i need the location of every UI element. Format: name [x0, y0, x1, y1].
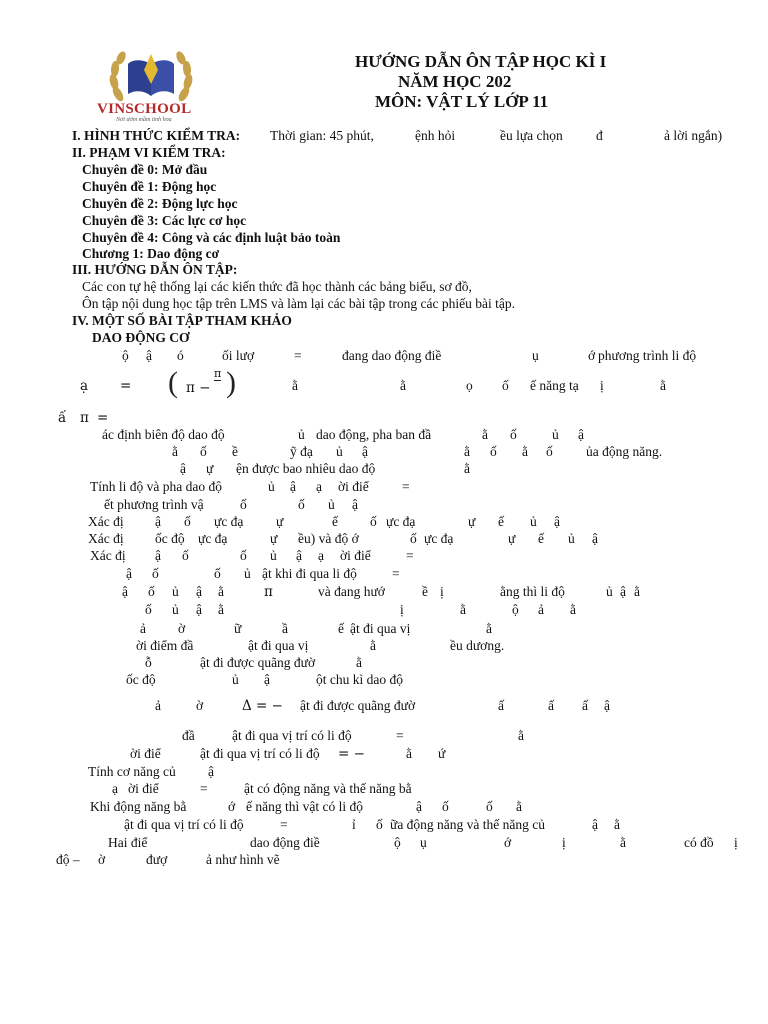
exercise-fragment: ằ — [172, 444, 178, 459]
exercise-fragment: ế — [332, 514, 338, 529]
exercise-fragment: ả — [155, 698, 161, 713]
exercise-fragment: ậ — [290, 479, 296, 494]
exercise-fragment: = — [120, 378, 132, 394]
exam-duration: Thời gian: 45 phút, — [270, 128, 374, 143]
exercise-fragment: ự — [206, 461, 214, 476]
exercise-fragment: ủ — [530, 514, 537, 529]
exercise-fragment: ộ — [394, 835, 401, 850]
exercise-fragment: = — [402, 479, 410, 494]
doc-title-line3: MÔN: VẬT LÝ LỚP 11 — [375, 92, 549, 111]
exercise-fragment: π — [80, 410, 89, 426]
exercise-fragment: = — [280, 817, 288, 832]
exercise-fragment: ời điể — [338, 479, 369, 494]
exercise-fragment: ằng thì li độ — [500, 584, 565, 599]
exercise-fragment: ậ — [592, 531, 598, 546]
text-fragment: ều lựa chọn — [500, 128, 563, 143]
exercise-fragment: ằ — [400, 378, 406, 393]
exercise-fragment: ủ — [172, 584, 179, 599]
exercise-fragment: ủa động năng. — [586, 444, 663, 459]
exercise-fragment: ỗ — [145, 655, 152, 670]
exercise-fragment: ấ — [58, 410, 67, 426]
exercise-fragment: ời điể — [340, 548, 371, 563]
exercise-fragment: ộ — [512, 602, 519, 617]
exercise-fragment: ứ — [438, 746, 446, 761]
exercise-fragment: ện được bao nhiêu dao độ — [236, 461, 376, 476]
guide-line: Ôn tập nội dung học tập trên LMS và làm lại các bài tập trong các phiếu bài tập. — [82, 296, 515, 311]
exercise-fragment: ằ — [660, 378, 666, 393]
text-fragment: ệnh hỏi — [415, 128, 456, 143]
exercise-fragment: ả — [538, 602, 544, 617]
exercise-fragment: ờ — [178, 621, 186, 636]
exercise-fragment: ả — [140, 621, 146, 636]
section2-heading: II. PHẠM VI KIỂM TRA: — [72, 145, 226, 160]
exercise-fragment: ờ — [196, 698, 204, 713]
exercise-fragment: ậ — [196, 602, 202, 617]
exercise-fragment: dao động điề — [250, 835, 320, 850]
exercise-fragment: ủ — [232, 672, 239, 687]
open-book-icon — [128, 54, 174, 96]
exercise-fragment: π — [264, 584, 273, 600]
exercise-fragment: đượ — [146, 852, 168, 867]
exercise-fragment: ủ — [244, 566, 251, 581]
exercise-fragment: ó — [177, 348, 184, 363]
exercise-fragment: ời điểm đầ — [136, 638, 194, 653]
exercise-fragment: ỉ — [352, 817, 356, 832]
exercise-fragment: ố — [490, 444, 497, 459]
exercise-fragment: ậ — [155, 548, 161, 563]
exercise-fragment: ế — [498, 514, 504, 529]
exercise-fragment: ậ — [146, 348, 152, 363]
exercise-fragment: ố — [376, 817, 383, 832]
exercise-fragment: ác định biên độ dao độ — [102, 427, 225, 442]
exercise-fragment: ế — [538, 531, 544, 546]
exercise-fragment: ạ — [80, 378, 89, 394]
exercise-fragment: ố — [486, 799, 493, 814]
exercise-fragment: ủ — [552, 427, 559, 442]
exercise-fragment: và đang hướ — [318, 584, 385, 599]
exercise-fragment: ốc độ — [126, 672, 156, 687]
exercise-fragment: ằ — [634, 584, 640, 599]
exercise-fragment: ằ — [516, 799, 522, 814]
exercise-fragment: ậ — [604, 698, 610, 713]
exercise-fragment: có đồ — [684, 835, 714, 850]
exercise-fragment: ế năng tạ — [530, 378, 579, 393]
exercise-fragment: ột chu kì dao độ — [316, 672, 403, 687]
fraction-numerator: π — [214, 367, 222, 380]
exercise-fragment: ố — [502, 378, 509, 393]
exercise-fragment: ố — [298, 497, 305, 512]
exercise-fragment: ữ — [234, 621, 242, 636]
exercise-fragment: ật đi qua vị trí có li độ — [124, 817, 244, 832]
exercise-fragment: ề — [422, 584, 428, 599]
exercise-fragment: ố — [145, 602, 152, 617]
exercise-fragment: ậ — [196, 584, 202, 599]
exercise-fragment: ậ — [296, 548, 302, 563]
exercise-fragment: ậ — [352, 497, 358, 512]
exercise-fragment: ằ — [518, 728, 524, 743]
exercise-fragment: ật đi qua vị — [350, 621, 411, 636]
exercise-fragment: ằ — [464, 461, 470, 476]
exercise-fragment: ớ — [588, 348, 596, 363]
exercise-fragment: ị — [440, 584, 444, 599]
exercise-fragment: ực đạ — [214, 514, 244, 529]
exercise-fragment: ời điể — [128, 781, 159, 796]
exercise-fragment: ự — [276, 514, 284, 529]
exercise-fragment: ằ — [356, 655, 362, 670]
exercise-fragment: ạ — [112, 781, 118, 796]
exercise-fragment: ố — [152, 566, 159, 581]
exercise-fragment: độ – — [56, 852, 80, 867]
exercise-fragment: ọ — [466, 378, 473, 393]
exercise-fragment: đang dao động điề — [342, 348, 442, 363]
exercise-fragment: ằ — [218, 602, 224, 617]
exercise-fragment: ị — [400, 602, 404, 617]
exercise-fragment: ằ — [620, 835, 626, 850]
topic-item: Chuyên đề 1: Động học — [82, 179, 217, 194]
exercise-fragment: ộ — [122, 348, 129, 363]
exercise-fragment: ớ — [504, 835, 512, 850]
section3-heading: III. HƯỚNG DẪN ÔN TẬP: — [72, 262, 238, 277]
exercise-fragment: = − — [338, 746, 365, 762]
exercise-fragment: ấ — [582, 698, 588, 713]
paren-left: ( — [168, 366, 178, 399]
exercise-fragment: ớ — [228, 799, 236, 814]
logo-tagline: Nơi ươm mầm tinh hoa — [116, 117, 172, 123]
exercise-fragment: ố — [240, 497, 247, 512]
exercise-fragment: ậ — [554, 514, 560, 529]
exercise-fragment: ậ — [122, 584, 128, 599]
topic-item: Chuyên đề 0: Mở đầu — [82, 162, 208, 177]
exercise-fragment: Xác đị — [90, 548, 126, 563]
exercise-fragment: ự — [270, 531, 278, 546]
exercise-fragment: ằ — [218, 584, 224, 599]
section4-heading: IV. MỘT SỐ BÀI TẬP THAM KHẢO — [72, 313, 292, 328]
exercise-fragment: ố — [442, 799, 449, 814]
exercise-fragment: ờ — [98, 852, 106, 867]
topic-item: Chuyên đề 3: Các lực cơ học — [82, 213, 247, 228]
exercise-fragment: ủ — [298, 427, 305, 442]
exercise-fragment: dao động, pha ban đầ — [316, 427, 432, 442]
exercise-fragment: ằ — [460, 602, 466, 617]
exercise-fragment: ằ — [614, 817, 620, 832]
exercise-fragment: ều dương. — [450, 638, 505, 653]
exercise-fragment: ật đi qua vị trí có li độ — [200, 746, 320, 761]
section4-subheading: DAO ĐỘNG CƠ — [92, 330, 190, 345]
exercise-fragment: ố — [214, 566, 221, 581]
exercise-fragment: ạ — [318, 548, 324, 563]
exercise-fragment: ủ — [172, 602, 179, 617]
exercise-fragment: Tính li độ và pha dao độ — [90, 479, 222, 494]
exercise-fragment: ị — [600, 378, 604, 393]
exercise-fragment: ủ — [328, 497, 335, 512]
text-fragment: ả lời ngắn) — [664, 128, 723, 143]
exercise-fragment: ết phương trình vậ — [104, 497, 204, 512]
exercise-fragment: Xác đị — [88, 531, 124, 546]
exercise-fragment: ả như hình vẽ — [206, 852, 280, 867]
exercise-fragment: ằ — [570, 602, 576, 617]
exercise-fragment: ều) và độ ớ — [298, 531, 359, 546]
exercise-fragment: ố — [410, 531, 417, 546]
exercise-fragment: Hai điể — [108, 835, 148, 850]
topic-item: Chuyên đề 2: Động lực học — [82, 196, 238, 211]
exercise-fragment: ủ — [606, 584, 613, 599]
exercise-fragment: = — [294, 348, 302, 363]
exercise-fragment: Tính cơ năng củ — [88, 764, 176, 779]
exercise-fragment: ủ — [270, 548, 277, 563]
exercise-fragment: ự — [508, 531, 516, 546]
exercise-fragment: ực đạ — [424, 531, 454, 546]
section1-heading: I. HÌNH THỨC KIỂM TRA: — [72, 128, 241, 143]
exercise-fragment: ật đi được quãng đườ — [200, 655, 316, 670]
exercise-fragment: ỹ đạ — [290, 444, 313, 459]
exercise-fragment: ực đạ — [386, 514, 416, 529]
guide-line: Các con tự hệ thống lại các kiến thức đã học thành các bảng biểu, sơ đồ, — [82, 279, 472, 294]
exercise-fragment: = — [406, 548, 414, 563]
exercise-fragment: ậ — [155, 514, 161, 529]
exercise-fragment: ữa động năng và thế năng củ — [390, 817, 546, 832]
topic-item: Chương 1: Dao động cơ — [82, 246, 220, 261]
exercise-fragment: ực đạ — [198, 531, 228, 546]
exercise-fragment: Xác đị — [88, 514, 124, 529]
exercise-fragment: ằ — [406, 746, 412, 761]
exercise-fragment: ậ — [126, 566, 132, 581]
paren-right: ) — [226, 366, 236, 399]
doc-title-line2: NĂM HỌC 202 — [398, 72, 512, 91]
exercise-fragment: ậ — [208, 764, 214, 779]
exercise-fragment: ằ — [370, 638, 376, 653]
exercise-fragment: ố — [240, 548, 247, 563]
exercise-fragment: Δ = − — [242, 698, 283, 714]
exercise-fragment: đầ — [182, 728, 195, 743]
exercise-fragment: ố — [370, 514, 377, 529]
exercise-fragment: ị — [562, 835, 566, 850]
exercise-fragment: Khi động năng bằ — [90, 799, 187, 814]
exercise-fragment: ằ — [482, 427, 488, 442]
exercise-fragment: ố — [184, 514, 191, 529]
topic-item: Chuyên đề 4: Công và các định luật bảo toàn — [82, 230, 341, 245]
exercise-fragment: π − — [186, 380, 211, 396]
exercise-fragment: ế năng thì vật có li độ — [246, 799, 363, 814]
exercise-fragment: ị — [734, 835, 738, 850]
exercise-fragment: ố — [182, 548, 189, 563]
exercise-fragment: ậ — [180, 461, 186, 476]
exercise-fragment: ố — [510, 427, 517, 442]
exercise-fragment: ậ — [416, 799, 422, 814]
exercise-fragment: ật đi qua vị — [248, 638, 309, 653]
exercise-fragment: ậ — [620, 584, 626, 599]
exercise-fragment: ật khi đi qua li độ — [262, 566, 357, 581]
exercise-fragment: = — [396, 728, 404, 743]
exercise-fragment: ụ — [532, 348, 539, 363]
text-fragment: đ — [596, 128, 603, 143]
exercise-fragment: ế — [338, 621, 344, 636]
exercise-fragment: ụ — [420, 835, 427, 850]
exercise-fragment: ố — [148, 584, 155, 599]
exercise-fragment: ố — [200, 444, 207, 459]
exercise-fragment: = — [392, 566, 400, 581]
exercise-fragment: ằ — [522, 444, 528, 459]
exercise-fragment: ật đi được quãng đườ — [300, 698, 416, 713]
exercise-fragment: ủ — [336, 444, 343, 459]
exercise-fragment: ậ — [592, 817, 598, 832]
exercise-fragment: phương trình li độ — [598, 348, 697, 363]
exercise-fragment: ậ — [578, 427, 584, 442]
exercise-fragment: ạ — [316, 479, 322, 494]
exercise-fragment: ố — [546, 444, 553, 459]
exercise-fragment: ối lượ — [222, 348, 255, 363]
doc-title-line1: HƯỚNG DẪN ÔN TẬP HỌC KÌ I — [355, 52, 607, 71]
exercise-fragment: ật đi qua vị trí có li độ — [232, 728, 352, 743]
exercise-fragment: ậ — [264, 672, 270, 687]
exercise-fragment: ật có động năng và thế năng bằ — [244, 781, 412, 796]
exercise-fragment: ằ — [464, 444, 470, 459]
exercise-fragment: = — [200, 781, 208, 796]
logo-name: VINSCHOOL — [97, 101, 192, 117]
exercise-fragment: ấ — [498, 698, 504, 713]
exercise-fragment: ầ — [282, 621, 288, 636]
exercise-fragment: ủ — [568, 531, 575, 546]
exercise-fragment: ằ — [486, 621, 492, 636]
exercise-fragment: ấ — [548, 698, 554, 713]
exercise-fragment: ậ — [362, 444, 368, 459]
exercise-fragment: ự — [468, 514, 476, 529]
exercise-fragment: ề — [232, 444, 238, 459]
exercise-fragment: ời điể — [130, 746, 161, 761]
exercise-fragment: ốc độ — [155, 531, 185, 546]
exercise-fragment: ủ — [268, 479, 275, 494]
exercise-fragment: ằ — [292, 378, 298, 393]
exercise-fragment: = — [97, 410, 109, 426]
